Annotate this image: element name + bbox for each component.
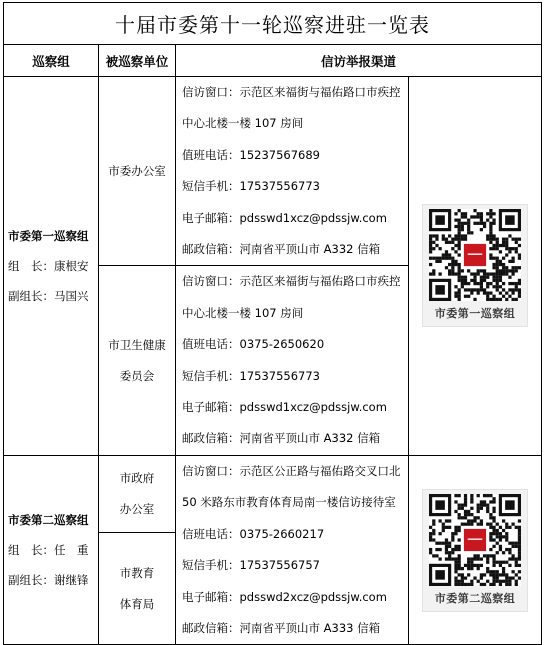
unit-cell — [99, 77, 176, 266]
channel-cell — [176, 455, 409, 644]
channel-cell — [176, 77, 409, 266]
unit-name-line: 委员会 — [119, 368, 155, 383]
channel-sms: 短信手机：17537556773 — [182, 179, 320, 194]
table-title: 十届市委第十一轮巡察进驻一览表 — [4, 3, 542, 45]
unit-cell — [99, 533, 176, 645]
header-channel: 信访举报渠道 — [176, 45, 542, 77]
channel-window: 信访窗口：示范区公正路与福佑路交叉口北 50 米路东市教育体育局南一楼信访接待室 — [182, 463, 401, 510]
channel-sms: 短信手机：17537556757 — [182, 558, 320, 573]
unit-cell — [99, 266, 176, 455]
group-deputy: 副组长：马国兴 — [8, 288, 89, 303]
unit-cell — [99, 455, 176, 532]
channel-phone: 值班电话：0375-2650620 — [182, 337, 325, 352]
channel-phone: 值班电话：15237567689 — [182, 147, 320, 162]
qr-cell — [409, 455, 542, 644]
group-name: 市委第一巡察组 — [8, 228, 89, 243]
qr-card — [422, 489, 528, 612]
channel-window: 信访窗口：示范区来福街与福佑路口市疾控中心北楼一楼 107 房间 — [182, 85, 401, 131]
qr-cell — [409, 77, 542, 456]
channel-sms: 短信手机：17537556773 — [182, 368, 320, 383]
group-name: 市委第二巡察组 — [8, 513, 89, 528]
header-group: 巡察组 — [4, 45, 99, 77]
channel-email: 电子邮箱：pdsswd2xcz@pdssjw.com — [182, 589, 387, 604]
qr-code-image — [429, 494, 521, 586]
group-leader: 组 长：康根安 — [8, 258, 89, 273]
channel-cell — [176, 266, 409, 455]
channel-email: 电子邮箱：pdsswd1xcz@pdssjw.com — [182, 400, 387, 415]
qr-card — [422, 204, 528, 327]
group-cell — [4, 77, 99, 456]
group-cell — [4, 455, 99, 644]
qr-code-image — [429, 209, 521, 301]
header-unit: 被巡察单位 — [99, 45, 176, 77]
channel-mail: 邮政信箱：河南省平顶山市 A332 信箱 — [182, 431, 381, 446]
group-deputy: 副组长：谢继锋 — [8, 573, 89, 588]
unit-name-line: 市卫生健康 — [108, 337, 166, 352]
unit-name-line: 办公室 — [119, 502, 155, 517]
unit-name-line: 市政府 — [119, 471, 155, 486]
channel-mail: 邮政信箱：河南省平顶山市 A333 信箱 — [182, 620, 381, 635]
group-leader: 组 长：任 重 — [8, 543, 89, 558]
channel-email: 电子邮箱：pdsswd1xcz@pdssjw.com — [182, 210, 387, 225]
unit-name-line: 体育局 — [119, 596, 155, 611]
channel-phone: 信班电话：0375-2660217 — [182, 526, 325, 541]
inspection-table — [3, 2, 542, 645]
qr-caption: 市委第二巡察组 — [434, 591, 516, 605]
qr-caption: 市委第一巡察组 — [434, 307, 516, 321]
unit-name: 市委办公室 — [108, 163, 166, 178]
channel-mail: 邮政信箱：河南省平顶山市 A332 信箱 — [182, 242, 381, 257]
unit-name-line: 市教育 — [119, 565, 155, 580]
channel-window: 信访窗口：示范区来福街与福佑路口市疾控中心北楼一楼 107 房间 — [182, 274, 401, 320]
